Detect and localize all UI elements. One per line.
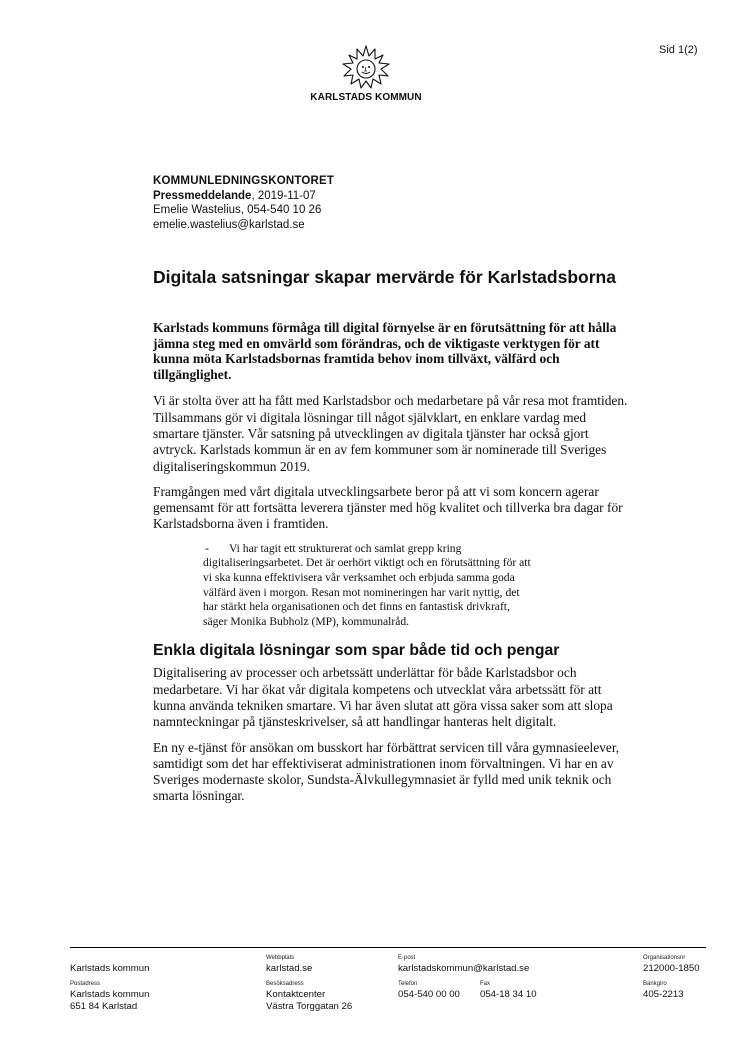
sun-emblem-icon [338, 44, 394, 92]
footer-divider [70, 947, 706, 948]
footer-fax-label: Fax [480, 981, 491, 987]
footer-org-value: 212000-1850 [643, 963, 700, 974]
footer-org-label: Organisationsnr [643, 955, 686, 961]
quote-block [203, 542, 533, 630]
footer-web-value: karlstad.se [266, 963, 313, 974]
footer-visit-label: Besöksadress [266, 981, 304, 987]
contact-email: emelie.wastelius@karlstad.se [153, 218, 305, 231]
footer-name: Karlstads kommun [70, 963, 150, 974]
footer-visit-line1: Kontaktcenter [266, 989, 326, 1000]
page-number: Sid 1(2) [659, 44, 698, 56]
footer-post-line1: Karlstads kommun [70, 989, 150, 1000]
subheading: Enkla digitala lösningar som spar både tid och pengar [153, 642, 560, 660]
article-body [153, 320, 633, 814]
contact-name-phone: Emelie Wastelius, 054-540 10 26 [153, 204, 322, 216]
body-paragraph: Framgången med vårt digitala utvecklingsarbete beror på att vi som koncern agerar gemensamt för att fortsätta leverera tjänster med hög kvalitet och tillverka bra dagar för Karlstadsborna även i framtiden. [153, 483, 623, 532]
lead-paragraph: Karlstads kommuns förmåga till digital förnyelse är en förutsättning för att hålla jämna steg med en omvärld som förändras, och de viktigaste verktygen för att kunna möta Karlstadsbornas framtida behov inom tillväxt, välfärd och tillgänglighet. [153, 320, 617, 382]
footer-email-label: E-post [398, 955, 416, 961]
body-paragraph: Vi är stolta över att ha fått med Karlstadsbor och medarbetare på vår resa mot framtiden. Tillsammans gör vi digitala lösningar till något självklart, en enklare vardag med smartare tjänster. Vår satsning på utvecklingen av digitala tjänster har också gjort avtryck. Karlstads kommun är en av fem kommuner som är nominerade till Sveriges digitaliseringskommun 2019. [153, 393, 628, 474]
quote-dash: - [205, 541, 209, 555]
document-meta [153, 174, 334, 232]
footer-bank-value: 405-2213 [643, 989, 684, 1000]
footer-post-line2: 651 84 Karlstad [70, 1001, 138, 1012]
doc-type-line [153, 189, 334, 204]
footer-phone-value: 054-540 00 00 [398, 989, 460, 1000]
footer-web-label: Webbplats [266, 955, 295, 961]
footer-bank-label: Bankgiro [643, 981, 667, 987]
footer-fax-value: 054-18 34 10 [480, 989, 537, 1000]
headline: Digitala satsningar skapar mervärde för Karlstadsborna [153, 267, 616, 287]
department: KOMMUNLEDNINGSKONTORET [153, 175, 335, 187]
body-paragraph: En ny e-tjänst för ansökan om busskort har förbättrat servicen till våra gymnasieelever, samtidigt som det har effektiviserat administrationen inom förvaltningen. Vi har en av Sveriges modernaste skolor, Sundsta-Älvkullegymnasiet är fylld med unik teknik och smarta lösningar. [153, 739, 620, 804]
footer-phone-label: Telefon [398, 981, 418, 987]
quote-text: Vi har tagit ett strukturerat och samlat grepp kring digitaliseringsarbetet. Det är oerhört viktigt och en förutsättning för att vi ska kunna effektivisera vår verksamhet och erbjuda samma goda välfärd även i morgon. Resan mot nomineringen har varit nyttig, det har stärkt hela organisationen och det finns en fantastisk drivkraft, säger Monika Bubholz (MP), kommunalråd. [203, 541, 531, 628]
footer-email-value: karlstadskommun@karlstad.se [398, 963, 530, 974]
footer-post-label: Postadress [70, 981, 101, 987]
body-paragraph: Digitalisering av processer och arbetssätt underlättar för både Karlstadsbor och medarbetare. Vi har ökat vår digitala kompetens och utvecklat våra arbetssätt för att kunna använda tekniken smartare. Vi har även slutat att göra vissa saker som att slopa namnteckningar på tjänsteskrivelser, så att handlingar hanteras helt digitalt. [153, 665, 613, 730]
logo-text: KARLSTADS KOMMUN [310, 92, 422, 103]
footer-visit-line2: Västra Torggatan 26 [266, 1001, 353, 1012]
doc-type: Pressmeddelande [153, 189, 252, 202]
doc-date: , 2019-11-07 [251, 189, 316, 202]
